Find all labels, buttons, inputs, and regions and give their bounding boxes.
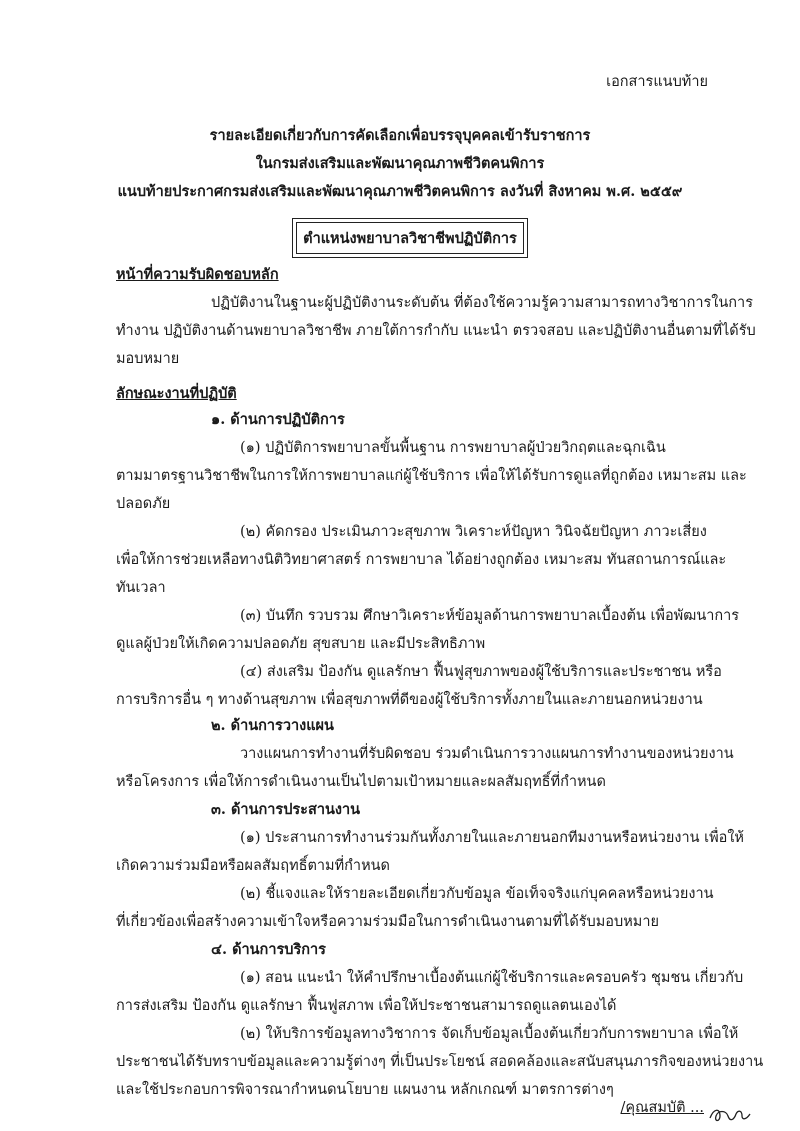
duty-heading: หน้าที่ความรับผิดชอบหลัก <box>116 266 279 283</box>
item-line: (๒) ให้บริการข้อมูลทางวิชาการ จัดเก็บข้อมูลเบื้องต้นเกี่ยวกับการพยาบาล เพื่อให้ <box>240 1026 739 1042</box>
item-line: ปลอดภัย <box>116 496 171 512</box>
header-note: เอกสารแนบท้าย <box>606 74 708 90</box>
item-line: (๑) สอน แนะนำ ให้คำปรึกษาเบื้องต้นแก่ผู้ใช้บริการและครอบครัว ชุมชน เกี่ยวกับ <box>240 970 744 986</box>
item-line: (๒) ชี้แจงและให้รายละเอียดเกี่ยวกับข้อมูล ข้อเท็จจริงแก่บุคคลหรือหน่วยงาน <box>240 886 714 902</box>
duty-line: ปฏิบัติงานในฐานะผู้ปฏิบัติงานระดับต้น ที่ต้องใช้ความรู้ความสามารถทางวิชาการในการ <box>211 295 753 311</box>
item-line: เกิดความร่วมมือหรือผลสัมฤทธิ์ตามที่กำหนด <box>116 858 390 874</box>
item-line: ดูแลผู้ป่วยให้เกิดความปลอดภัย สุขสบาย และมีประสิทธิภาพ <box>116 636 486 652</box>
item-line: ที่เกี่ยวข้องเพื่อสร้างความเข้าใจหรือความร่วมมือในการดำเนินงานตามที่ได้รับมอบหมาย <box>116 914 659 930</box>
item-line: (๑) ประสานการทำงานร่วมกันทั้งภายในและภายนอกทีมงานหรือหน่วยงาน เพื่อให้ <box>240 830 744 846</box>
item-line: (๓) บันทึก รวบรวม ศึกษาวิเคราะห์ข้อมูลด้านการพยาบาลเบื้องต้น เพื่อพัฒนาการ <box>240 608 740 624</box>
item-line: หรือโครงการ เพื่อให้การดำเนินงานเป็นไปตามเป้าหมายและผลสัมฤทธิ์ที่กำหนด <box>116 774 606 790</box>
position-title: ตำแหน่งพยาบาลวิชาชีพปฏิบัติการ <box>296 222 524 254</box>
item-line: (๒) คัดกรอง ประเมินภาวะสุขภาพ วิเคราะห์ปัญหา วินิจฉัยปัญหา ภาวะเสี่ยง <box>240 524 707 540</box>
item-line: เพื่อให้การช่วยเหลือทางนิติวิทยาศาสตร์ การพยาบาล ได้อย่างถูกต้อง เหมาะสม ทันสถานการณ์และ <box>116 552 727 568</box>
signature-mark <box>708 1104 752 1130</box>
work-heading: ลักษณะงานที่ปฏิบัติ <box>116 385 237 402</box>
signature-scribble <box>708 1104 752 1126</box>
item-line: และใช้ประกอบการพิจารณากำหนดนโยบาย แผนงาน หลักเกณฑ์ มาตรการต่างๆ <box>116 1082 614 1098</box>
group-heading-coordination: ๓. ด้านการประสานงาน <box>211 801 361 818</box>
duty-line: มอบหมาย <box>116 351 180 367</box>
duty-line: ทำงาน ปฏิบัติงานด้านพยาบาลวิชาชีพ ภายใต้การกำกับ แนะนำ ตรวจสอบ และปฏิบัติงานอื่นตามที่ได้รับ <box>116 323 756 339</box>
item-line: การบริการอื่น ๆ ทางด้านสุขภาพ เพื่อสุขภาพที่ดีของผู้ใช้บริการทั้งภายในและภายนอกหน่วยงาน <box>116 692 703 708</box>
continue-text: /คุณสมบัติ ... <box>620 1100 704 1116</box>
item-line: ทันเวลา <box>116 580 166 596</box>
item-line: (๔) ส่งเสริม ป้องกัน ดูแลรักษา ฟื้นฟูสุขภาพของผู้ใช้บริการและประชาชน หรือ <box>240 664 722 680</box>
title-line-1: รายละเอียดเกี่ยวกับการคัดเลือกเพื่อบรรจุบุคคลเข้ารับราชการ <box>209 127 591 144</box>
item-line: วางแผนการทำงานที่รับผิดชอบ ร่วมดำเนินการวางแผนการทำงานของหน่วยงาน <box>240 746 734 762</box>
group-heading-operations: ๑. ด้านการปฏิบัติการ <box>211 411 345 428</box>
item-line: ตามมาตรฐานวิชาชีพในการให้การพยาบาลแก่ผู้ใช้บริการ เพื่อให้ได้รับการดูแลที่ถูกต้อง เหมาะสม และ <box>116 468 747 484</box>
item-line: ประชาชนได้รับทราบข้อมูลและความรู้ต่างๆ ที่เป็นประโยชน์ สอดคล้องและสนับสนุนภารกิจของหน่วยงาน <box>116 1054 764 1070</box>
title-line-2: ในกรมส่งเสริมและพัฒนาคุณภาพชีวิตคนพิการ <box>255 155 545 172</box>
group-heading-planning: ๒. ด้านการวางแผน <box>211 717 334 734</box>
group-heading-service: ๔. ด้านการบริการ <box>211 941 326 958</box>
position-title-box <box>292 218 528 258</box>
title-line-3: แนบท้ายประกาศกรมส่งเสริมและพัฒนาคุณภาพชีวิตคนพิการ ลงวันที่ สิงหาคม พ.ศ. ๒๕๕๙ <box>117 183 683 200</box>
item-line: การส่งเสริม ป้องกัน ดูแลรักษา ฟื้นฟูสภาพ เพื่อให้ประชาชนสามารถดูแลตนเองได้ <box>116 998 617 1014</box>
item-line: (๑) ปฏิบัติการพยาบาลขั้นพื้นฐาน การพยาบาลผู้ป่วยวิกฤตและฉุกเฉิน <box>240 440 666 456</box>
